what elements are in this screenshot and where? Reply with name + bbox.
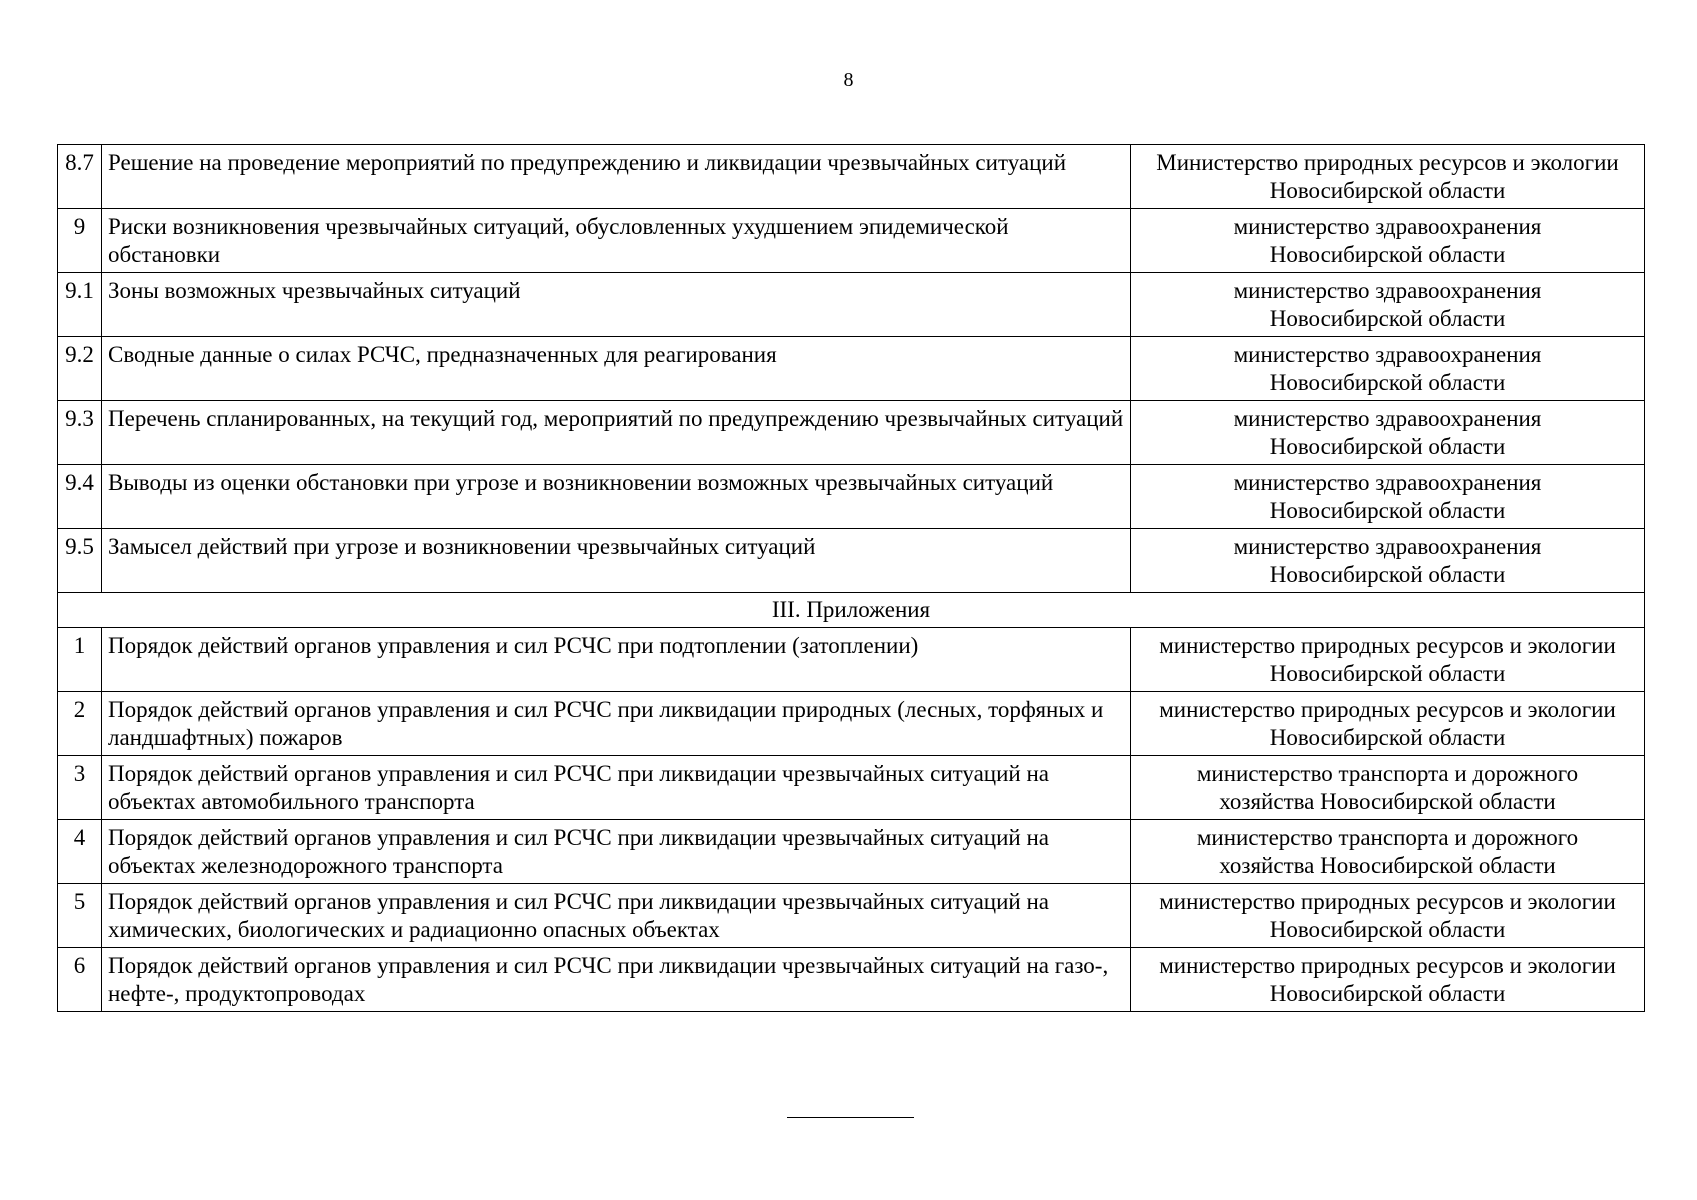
org-line-1: министерство здравоохранения — [1233, 214, 1542, 239]
responsible-organization — [1131, 209, 1645, 273]
row-number: 4 — [58, 820, 102, 884]
table-row — [58, 884, 1645, 948]
org-line-1: министерство здравоохранения — [1233, 406, 1542, 431]
responsible-organization — [1131, 337, 1645, 401]
responsible-organization — [1131, 820, 1645, 884]
row-number: 5 — [58, 884, 102, 948]
page-number: 8 — [843, 69, 854, 91]
org-line-1: министерство транспорта и дорожного — [1196, 825, 1579, 850]
row-title: Зоны возможных чрезвычайных ситуаций — [102, 273, 1131, 337]
responsible-organization — [1131, 692, 1645, 756]
section-title: III. Приложения — [58, 593, 1645, 628]
row-number: 9.2 — [58, 337, 102, 401]
org-line-1: министерство здравоохранения — [1233, 278, 1542, 303]
table-row — [58, 401, 1645, 465]
row-title: Решение на проведение мероприятий по предупреждению и ликвидации чрезвычайных ситуаций — [102, 145, 1131, 209]
org-line-2: Новосибирской области — [1269, 434, 1506, 459]
table-row — [58, 273, 1645, 337]
org-line-2: Новосибирской области — [1269, 917, 1506, 942]
closing-divider-line — [787, 1117, 914, 1118]
table-row — [58, 756, 1645, 820]
table-row — [58, 820, 1645, 884]
table-row — [58, 337, 1645, 401]
row-number: 1 — [58, 628, 102, 692]
org-line-1: министерство природных ресурсов и экологии — [1159, 889, 1616, 914]
responsible-organization — [1131, 465, 1645, 529]
org-line-2: хозяйства Новосибирской области — [1219, 853, 1556, 878]
responsible-organization — [1131, 529, 1645, 593]
row-title: Выводы из оценки обстановки при угрозе и возникновении возможных чрезвычайных ситуаций — [102, 465, 1131, 529]
org-line-1: министерство природных ресурсов и экологии — [1159, 697, 1616, 722]
row-title: Порядок действий органов управления и сил РСЧС при ликвидации чрезвычайных ситуаций на химических, биологических и радиационно опасных объектах — [102, 884, 1131, 948]
row-number: 2 — [58, 692, 102, 756]
org-line-2: Новосибирской области — [1269, 562, 1506, 587]
table-row — [58, 465, 1645, 529]
row-title: Порядок действий органов управления и сил РСЧС при ликвидации чрезвычайных ситуаций на объектах железнодорожного транспорта — [102, 820, 1131, 884]
row-title: Сводные данные о силах РСЧС, предназначенных для реагирования — [102, 337, 1131, 401]
org-line-2: Новосибирской области — [1269, 725, 1506, 750]
org-line-1: министерство природных ресурсов и экологии — [1159, 633, 1616, 658]
row-title: Перечень спланированных, на текущий год, мероприятий по предупреждению чрезвычайных ситуаций — [102, 401, 1131, 465]
org-line-2: хозяйства Новосибирской области — [1219, 789, 1556, 814]
table-row — [58, 948, 1645, 1012]
responsible-organization — [1131, 884, 1645, 948]
responsible-organization — [1131, 401, 1645, 465]
row-number: 6 — [58, 948, 102, 1012]
row-number: 3 — [58, 756, 102, 820]
org-line-2: Новосибирской области — [1269, 981, 1506, 1006]
row-title: Замысел действий при угрозе и возникновении чрезвычайных ситуаций — [102, 529, 1131, 593]
row-title: Порядок действий органов управления и сил РСЧС при ликвидации чрезвычайных ситуаций на газо-, нефте-, продуктопроводах — [102, 948, 1131, 1012]
responsible-organization — [1131, 273, 1645, 337]
org-line-2: Новосибирской области — [1269, 498, 1506, 523]
row-number: 9.5 — [58, 529, 102, 593]
document-table — [57, 144, 1645, 1012]
org-line-2: Новосибирской области — [1269, 370, 1506, 395]
org-line-1: министерство здравоохранения — [1233, 470, 1542, 495]
org-line-1: министерство природных ресурсов и экологии — [1159, 953, 1616, 978]
org-line-1: министерство транспорта и дорожного — [1196, 761, 1579, 786]
responsible-organization — [1131, 628, 1645, 692]
row-title: Порядок действий органов управления и сил РСЧС при подтоплении (затоплении) — [102, 628, 1131, 692]
org-line-1: министерство здравоохранения — [1233, 342, 1542, 367]
row-title: Риски возникновения чрезвычайных ситуаций, обусловленных ухудшением эпидемической обстановки — [102, 209, 1131, 273]
org-line-1: министерство здравоохранения — [1233, 534, 1542, 559]
responsible-organization — [1131, 145, 1645, 209]
table-row — [58, 529, 1645, 593]
row-number: 9.4 — [58, 465, 102, 529]
section-header-row — [58, 593, 1645, 628]
org-line-2: Новосибирской области — [1269, 242, 1506, 267]
org-line-2: Новосибирской области — [1269, 661, 1506, 686]
row-title: Порядок действий органов управления и сил РСЧС при ликвидации природных (лесных, торфяных и ландшафтных) пожаров — [102, 692, 1131, 756]
org-line-2: Новосибирской области — [1269, 306, 1506, 331]
table-row — [58, 209, 1645, 273]
row-number: 8.7 — [58, 145, 102, 209]
responsible-organization — [1131, 948, 1645, 1012]
row-number: 9.1 — [58, 273, 102, 337]
table-row — [58, 692, 1645, 756]
org-line-2: Новосибирской области — [1269, 178, 1506, 203]
org-line-1: Министерство природных ресурсов и экологии — [1156, 150, 1619, 175]
table-row — [58, 628, 1645, 692]
row-title: Порядок действий органов управления и сил РСЧС при ликвидации чрезвычайных ситуаций на объектах автомобильного транспорта — [102, 756, 1131, 820]
row-number: 9.3 — [58, 401, 102, 465]
table-row — [58, 145, 1645, 209]
responsible-organization — [1131, 756, 1645, 820]
row-number: 9 — [58, 209, 102, 273]
